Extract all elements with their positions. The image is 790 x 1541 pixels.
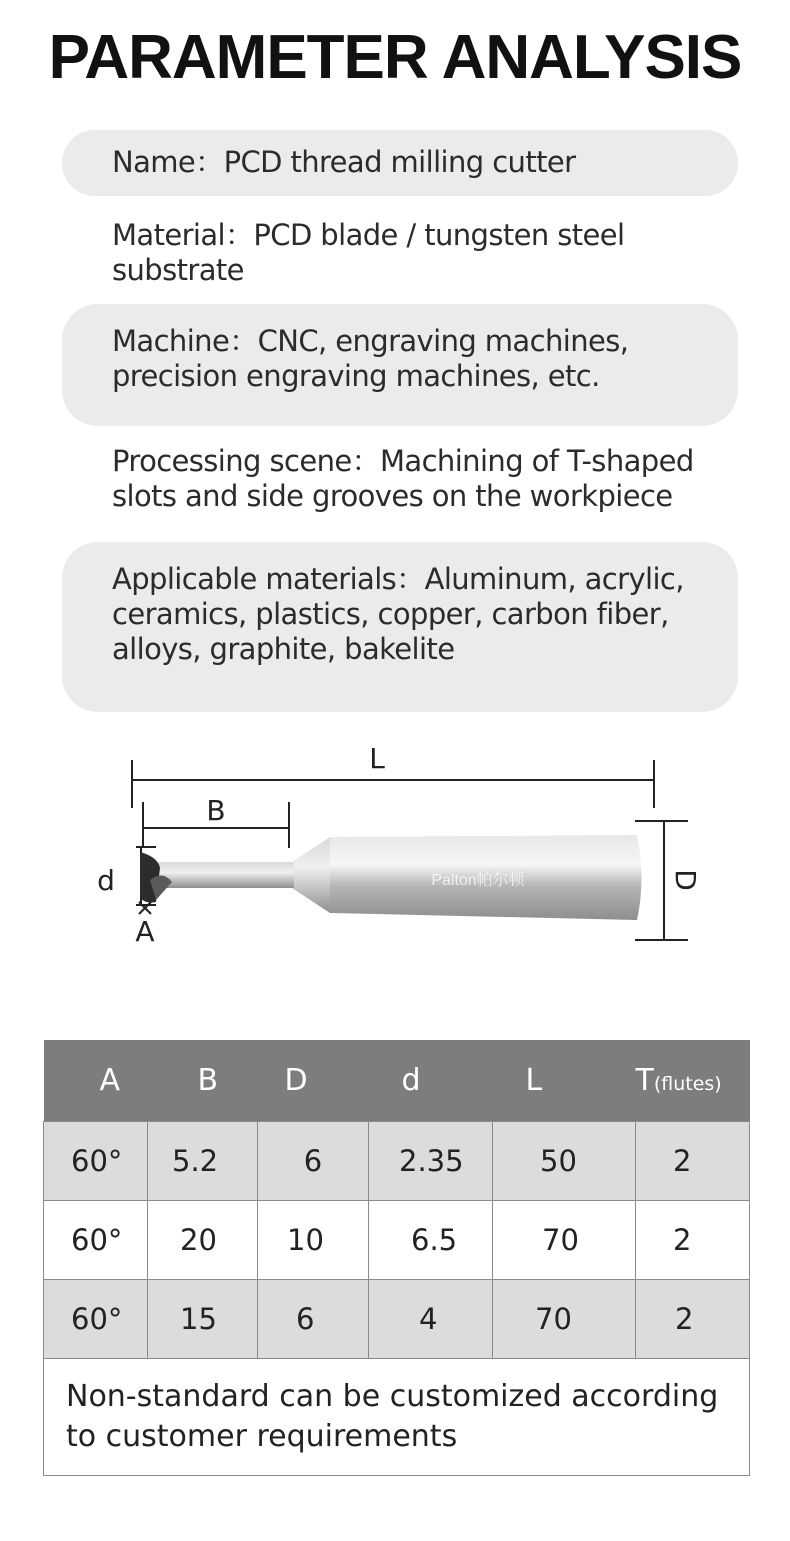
table-cell: 70 [493,1201,636,1280]
table-note-row [44,1359,750,1476]
table-cell: 60° [44,1122,148,1201]
dimension-label-B: B [206,794,226,827]
table-cell: 20 [148,1201,258,1280]
table-cell: 10 [258,1201,369,1280]
cutter-diagram [0,730,790,970]
spec-name [62,130,738,196]
dimension-label-L: L [369,742,385,775]
table-cell: 2 [636,1201,750,1280]
header-A: A [44,1040,148,1122]
parameter-table [43,1040,750,1476]
table-cell: 60° [44,1280,148,1359]
table-cell: 6 [258,1122,369,1201]
table-row [44,1280,750,1359]
spec-materials-value: Aluminum, acrylic, ceramics, plastics, copper, carbon fiber, alloys, graphite, bakelite [112,562,684,666]
spec-material-label: Material ： [112,218,253,252]
header-D: D [258,1040,369,1122]
spec-machine-label: Machine ： [112,324,258,358]
table-cell: 60° [44,1201,148,1280]
table-cell: 5.2 [148,1122,258,1201]
spec-processing-scene [62,444,738,518]
table-cell: 50 [493,1122,636,1201]
spec-applicable-materials [62,542,738,712]
spec-processing-label: Processing scene ： [112,444,380,478]
header-B: B [148,1040,258,1122]
header-T [636,1040,750,1122]
spec-material-value: PCD blade / tungsten steel substrate [112,218,625,287]
table-cell: 2 [636,1122,750,1201]
cutter-body [140,835,642,920]
table-header-row [44,1040,750,1122]
spec-name-label: Name ： [112,145,224,179]
spec-materials-label: Applicable materials ： [112,562,425,596]
spec-material [62,218,738,288]
table-cell: 2 [636,1280,750,1359]
spec-machine-value: CNC, engraving machines, precision engraving machines, etc. [112,324,629,393]
customization-note: Non-standard can be customized according to customer requirements [44,1359,750,1476]
table-cell: 15 [148,1280,258,1359]
header-d: d [369,1040,493,1122]
dimension-label-d: d [97,864,115,897]
header-T-suffix: (flutes) [653,1073,722,1095]
page-title: PARAMETER ANALYSIS [48,23,742,92]
table-cell: 4 [369,1280,493,1359]
table-cell: 6.5 [369,1201,493,1280]
header-L: L [493,1040,636,1122]
header-T-letter: T [635,1063,654,1098]
table-cell: 2.35 [369,1122,493,1201]
spec-name-value: PCD thread milling cutter [223,145,576,179]
spec-machine [62,304,738,426]
dimension-label-A: A [135,915,155,948]
table-row [44,1122,750,1201]
spec-processing-value: Machining of T-shaped slots and side grooves on the workpiece [112,444,694,513]
brand-watermark: Palton帕尔顿 [431,872,525,889]
table-cell: 70 [493,1280,636,1359]
table-cell: 6 [258,1280,369,1359]
dimension-label-D: D [669,869,702,891]
table-row [44,1201,750,1280]
